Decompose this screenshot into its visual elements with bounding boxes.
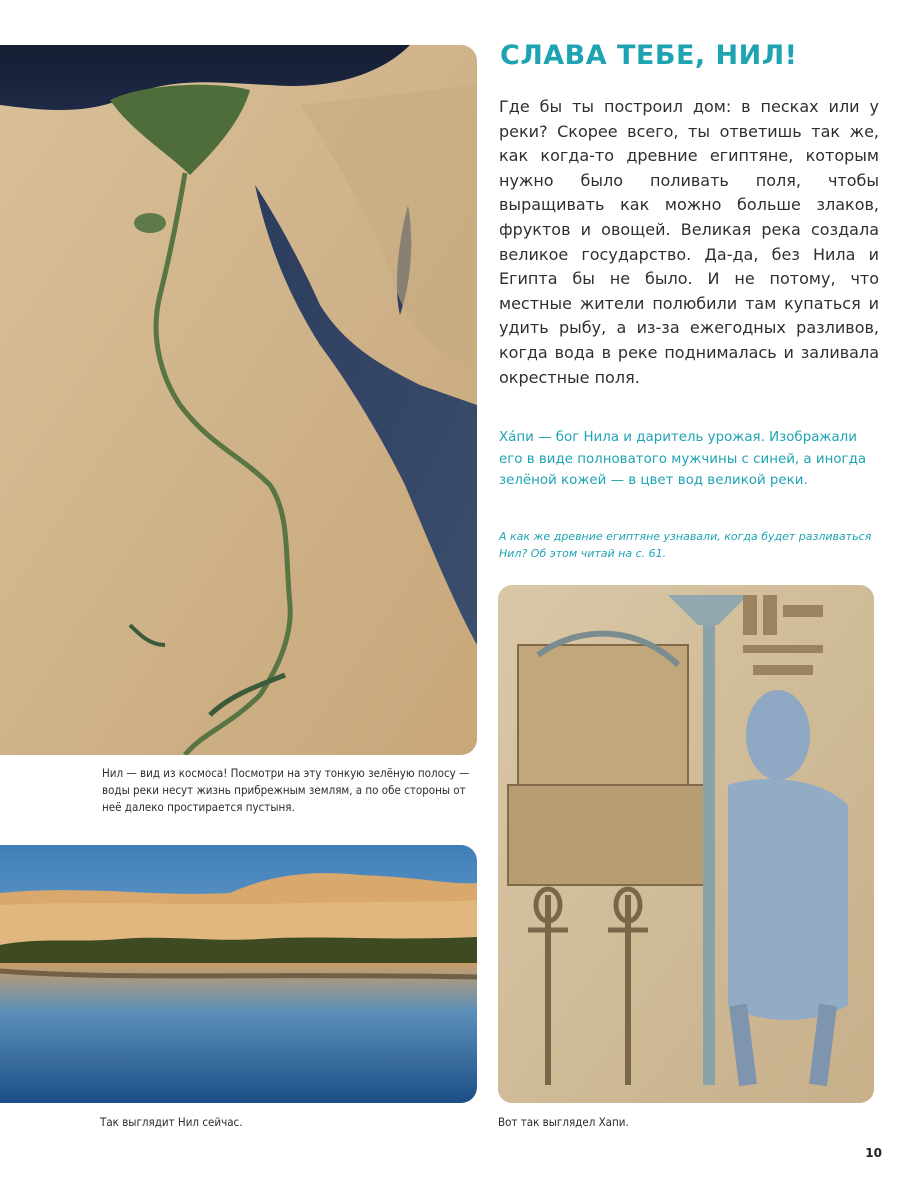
page-reference-note: А как же древние египтяне узнавали, когда будет разливаться Нил? Об этом читай на с. 61. (499, 530, 872, 560)
nile-satellite-photo (0, 45, 477, 755)
satellite-photo-caption: Нил — вид из космоса! Посмотри на эту тонкую зелёную полосу — воды реки несут жизнь прибрежным землям, а по обе стороны от неё далеко простирается пустыня. (102, 766, 470, 814)
relief-photo-caption: Вот так выглядел Хапи. (498, 1115, 629, 1129)
page-title: СЛАВА ТЕБЕ, НИЛ! (500, 40, 798, 71)
page-number: 10 (865, 1146, 882, 1160)
hapi-note: Ха́пи — бог Нила и даритель урожая. Изображали его в виде полноватого мужчины с синей, а иногда зелёной кожей — в цвет вод великой реки. (499, 430, 867, 488)
nile-river-photo (0, 845, 477, 1103)
body-paragraph: Где бы ты построил дом: в песках или у реки? Скорее всего, ты ответишь так же, как когда-то древние египтяне, которым нужно было поливать поля, чтобы выращивать как можно больше злаков, фруктов и овощей. Великая река создала великое государство. Да-да, без Нила и Египта бы не было. И не потому, что местные жители полюбили там купаться и удить рыбу, а из-за ежегодных разливов, когда вода в реке поднималась и заливала окрестные поля. (499, 97, 879, 387)
river-photo-caption: Так выглядит Нил сейчас. (100, 1115, 243, 1129)
hapi-relief-photo (498, 585, 874, 1103)
